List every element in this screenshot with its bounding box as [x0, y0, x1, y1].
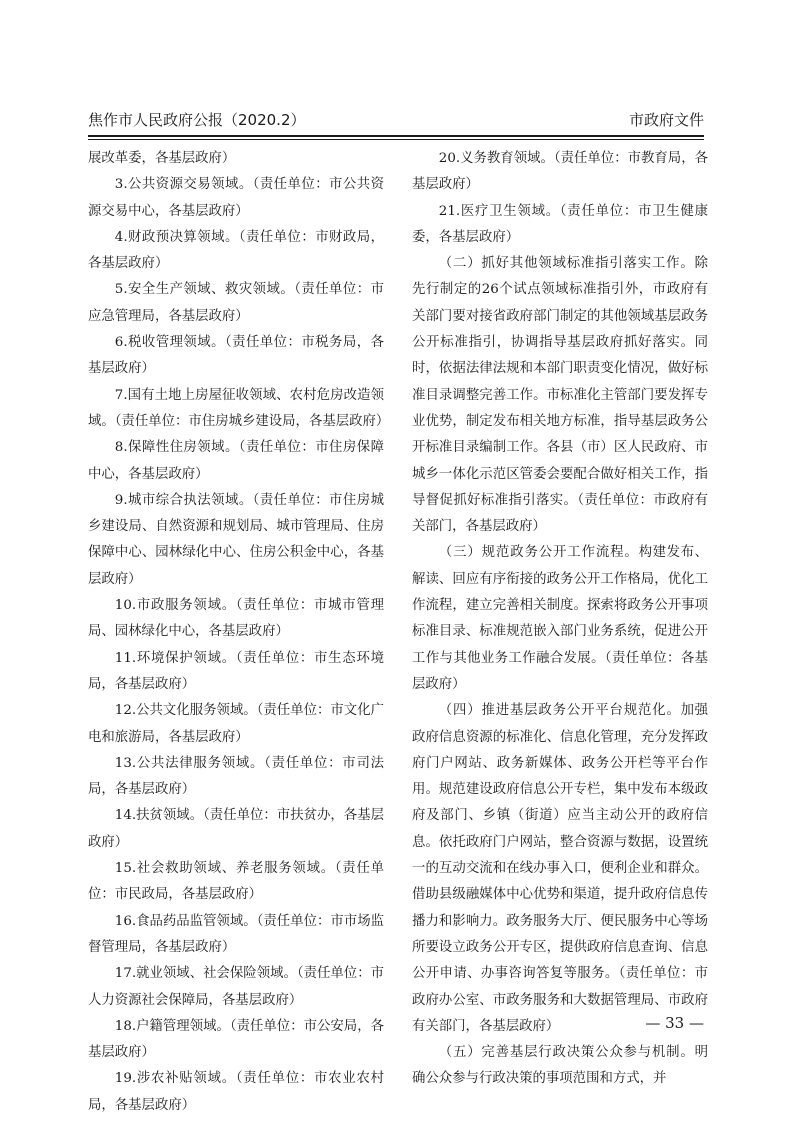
list-item: 14.扶贫领域。（责任单位：市扶贫办，各基层政府）	[88, 808, 384, 850]
list-item: 13.公共法律服务领域。（责任单位：市司法局，各基层政府）	[88, 755, 384, 798]
list-item: 11.环境保护领域。（责任单位：市生态环境局，各基层政府）	[88, 650, 384, 692]
right-column	[412, 146, 708, 1093]
section-title: 市政府文件	[628, 111, 704, 129]
list-item	[412, 199, 708, 252]
section-paragraph	[412, 251, 708, 540]
list-item: 3.公共资源交易领域。（责任单位：市公共资源交易中心，各基层政府）	[88, 177, 384, 219]
item-text: 20.义务教育领域。（责任单位：市教育局，各基层政府）	[412, 151, 708, 193]
list-item: 7.国有土地上房屋征收领域、农村危房改造领域。（责任单位：市住房城乡建设局，各基层政府）	[88, 387, 390, 429]
list-item: 15.社会救助领域、养老服务领域。（责任单位：市民政局，各基层政府）	[88, 861, 384, 903]
list-item: 4.财政预决算领域。（责任单位：市财政局，各基层政府）	[88, 229, 384, 272]
list-item: 12.公共文化服务领域。（责任单位：市文化广电和旅游局，各基层政府）	[88, 703, 384, 745]
list-item: 5.安全生产领域、救灾领域。（责任单位：市应急管理局，各基层政府）	[88, 282, 384, 324]
header-rule-thick	[88, 135, 704, 137]
page-number: — 33 —	[645, 1014, 704, 1032]
left-column	[88, 146, 390, 1119]
item-text: 21.医疗卫生领域。（责任单位：市卫生健康委，各基层政府）	[412, 203, 708, 245]
section-paragraph	[412, 698, 708, 1040]
list-item: 8.保障性住房领域。（责任单位：市住房保障中心，各基层政府）	[88, 440, 384, 482]
section-body: 加强政府信息资源的标准化、信息化管理，充分发挥政府门户网站、政务新媒体、政务公开栏等平台作用。规范建设政府信息公开专栏，集中发布本级政府及部门、乡镇（街道）应当主动公开的政府信息。依托政府门户网站，整合资源与数据，设置统一的互动交流和在线办事入口，便利企业和群众。借助县级融媒体中心优势和渠道，提升政府信息传播力和影响力。政务服务大厅、便民服务中心等场所要设立政务公开专区，提供政府信息查询、信息公开申请、办事咨询答复等服务。（责任单位：市政府办公室、市政务服务和大数据管理局、市政府有关部门，各基层政府）	[412, 703, 708, 1034]
list-item: 19.涉农补贴领域。（责任单位：市农业农村局，各基层政府）	[88, 1071, 384, 1113]
journal-title: 焦作市人民政府公报（2020.2）	[88, 111, 306, 129]
subheading: （三）规范政务公开工作流程。	[438, 545, 639, 561]
running-header	[88, 108, 704, 136]
subheading: （二）抓好其他领域标准指引落实工作。	[438, 256, 695, 272]
list-item: 16.食品药品监管领域。（责任单位：市市场监督管理局，各基层政府）	[88, 913, 384, 955]
section-body: 除先行制定的26个试点领域标准指引外，市政府有关部门要对接省政府部门制定的其他领域基层政务公开标准指引，协调指导基层政府抓好落实。同时，依据法律法规和本部门职责变化情况，做好标准目录调整完善工作。市标准化主管部门要发挥专业优势，制定发布相关地方标准，指导基层政务公开标准目录编制工作。各县（市）区人民政府、市城乡一体化示范区管委会要配合做好相关工作，指导督促抓好标准指引落实。（责任单位：市政府有关部门，各基层政府）	[412, 256, 708, 535]
list-item: 18.户籍管理领域。（责任单位：市公安局，各基层政府）	[88, 1018, 384, 1061]
section-body: 明确公众参与行政决策的事项范围和方式，并	[412, 1045, 708, 1087]
section-body: 构建发布、解读、回应有序衔接的政务公开工作格局，优化工作流程，建立完善相关制度。探索将政务公开事项标准目录、标准规范嵌入部门业务系统，促进公开工作与其他业务工作融合发展。（责任单位：各基层政府）	[412, 545, 709, 692]
subheading: （五）完善基层行政决策公众参与机制。	[438, 1045, 695, 1061]
subheading: （四）推进基层政务公开平台规范化。	[438, 703, 681, 719]
list-item: 10.市政服务领域。（责任单位：市城市管理局、园林绿化中心，各基层政府）	[88, 598, 384, 640]
header-rule-thin	[88, 139, 704, 140]
paragraph: 展改革委，各基层政府）	[88, 151, 236, 166]
list-item: 17.就业领域、社会保险领域。（责任单位：市人力资源社会保障局，各基层政府）	[88, 966, 384, 1008]
list-item	[412, 146, 708, 199]
section-paragraph	[412, 1040, 708, 1093]
list-item: 9.城市综合执法领域。（责任单位：市住房城乡建设局、自然资源和规划局、城市管理局、住房保障中心、园林绿化中心、住房公积金中心，各基层政府）	[88, 492, 384, 587]
section-paragraph	[412, 540, 708, 698]
list-item: 6.税收管理领域。（责任单位：市税务局，各基层政府）	[88, 335, 384, 377]
